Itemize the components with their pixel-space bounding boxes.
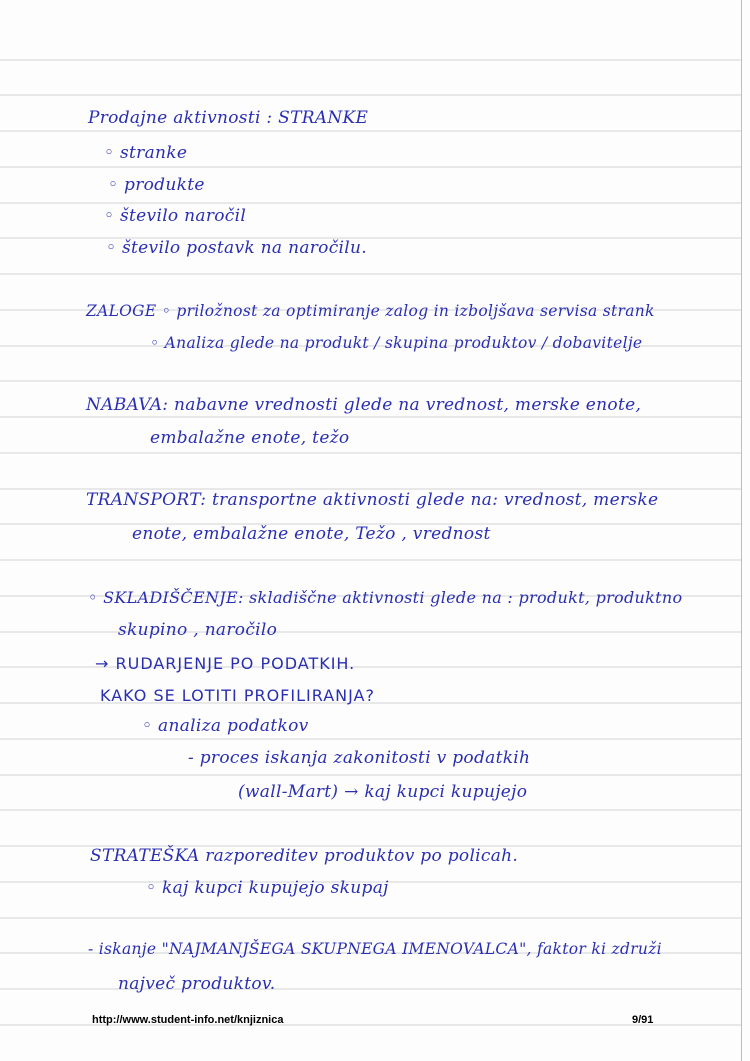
note-line-7: ◦ Analiza glede na produkt / skupina produktov / dobavitelje xyxy=(150,334,643,352)
footer-page-number: 9/91 xyxy=(632,1014,654,1026)
note-line-18: (wall-Mart) → kaj kupci kupujejo xyxy=(238,782,528,802)
note-line-1: Prodajne aktivnosti : STRANKE xyxy=(88,108,369,128)
note-line-14: → RUDARJENJE PO PODATKIH. xyxy=(95,654,356,673)
note-line-17: - proces iskanja zakonitosti v podatkih xyxy=(188,748,531,768)
note-line-11: enote, embalažne enote, Težo , vrednost xyxy=(132,524,491,544)
note-line-12: ◦ SKLADIŠČENJE: skladiščne aktivnosti glede na : produkt, produktno xyxy=(88,588,683,607)
note-line-2: ◦ stranke xyxy=(104,143,188,163)
note-line-5: ◦ število postavk na naročilu. xyxy=(106,238,367,258)
note-line-21: - iskanje "NAJMANJŠEGA SKUPNEGA IMENOVALCA", faktor ki združi xyxy=(88,940,662,958)
note-line-6: ZALOGE ◦ priložnost za optimiranje zalog in izboljšava servisa strank xyxy=(86,302,655,320)
note-line-13: skupino , naročilo xyxy=(118,620,278,640)
note-line-4: ◦ število naročil xyxy=(104,206,247,226)
note-line-9: embalažne enote, težo xyxy=(150,428,350,448)
note-line-15: KAKO SE LOTITI PROFILIRANJA? xyxy=(100,686,375,705)
note-line-8: NABAVA: nabavne vrednosti glede na vrednost, merske enote, xyxy=(86,395,642,415)
note-line-19: STRATEŠKA razporeditev produktov po policah. xyxy=(90,846,519,866)
page-edge-line xyxy=(741,0,742,1061)
note-line-22: največ produktov. xyxy=(118,974,276,994)
note-line-10: TRANSPORT: transportne aktivnosti glede na: vrednost, merske xyxy=(86,490,659,510)
note-line-3: ◦ produkte xyxy=(108,175,205,195)
footer-url[interactable]: http://www.student-info.net/knjiznica xyxy=(92,1014,284,1026)
note-line-16: ◦ analiza podatkov xyxy=(142,716,309,736)
note-line-20: ◦ kaj kupci kupujejo skupaj xyxy=(146,878,389,898)
